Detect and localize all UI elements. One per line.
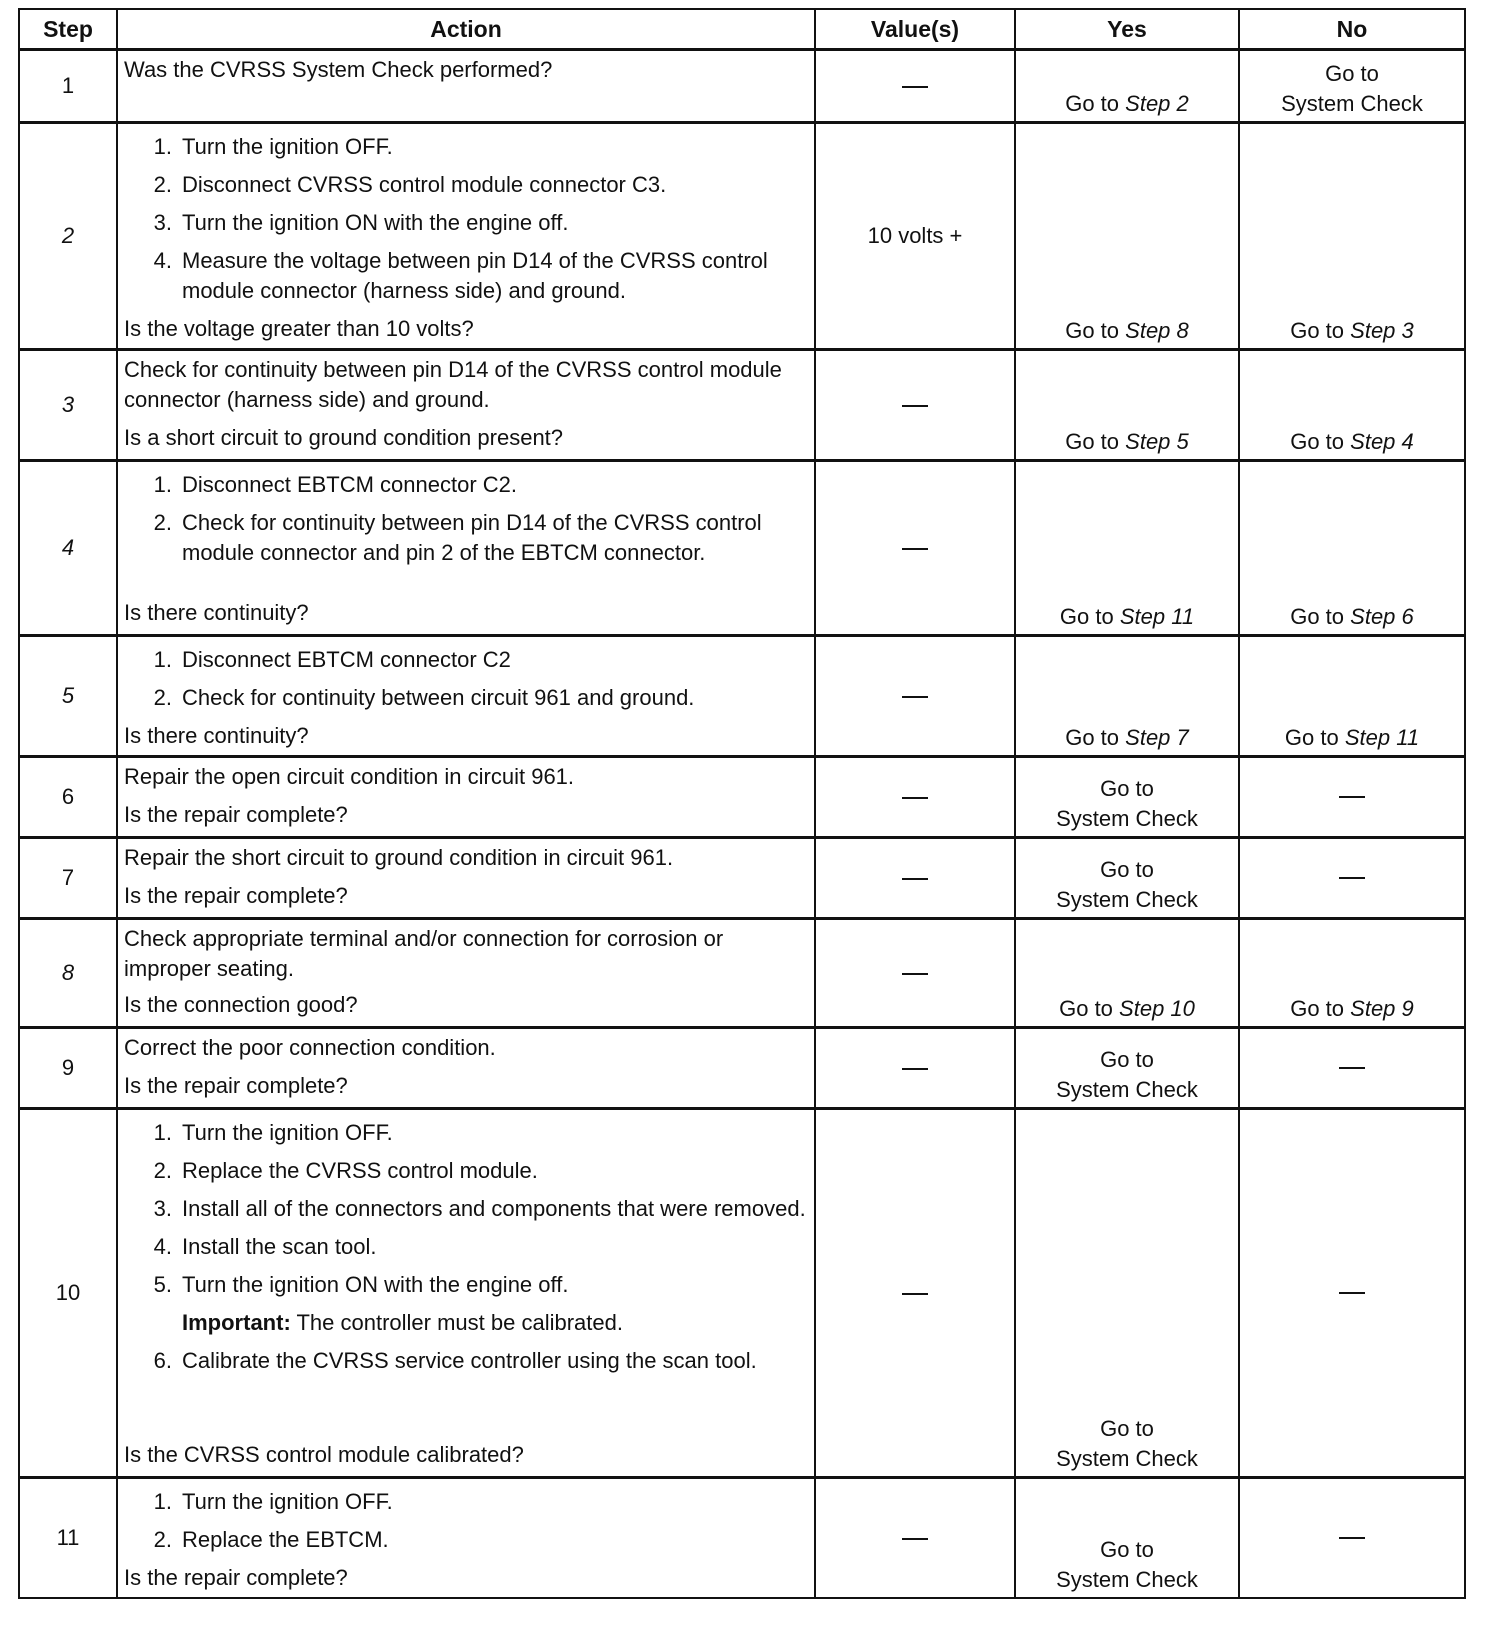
system-check-link[interactable]: System Check — [1056, 806, 1198, 831]
step-link[interactable]: Step 9 — [1350, 996, 1414, 1021]
action-content — [124, 1114, 808, 1470]
value-cell — [815, 1478, 1015, 1599]
question-text: Is a short circuit to ground condition present? — [124, 425, 564, 450]
action-cell — [117, 123, 815, 350]
go-to-label: Go to — [1325, 61, 1379, 86]
action-content — [124, 466, 808, 628]
procedure-item — [124, 683, 808, 713]
action-content — [124, 355, 808, 453]
step-link[interactable]: Step 2 — [1125, 91, 1189, 116]
header-step: Step — [19, 9, 117, 50]
go-to-label: Go to — [1100, 1047, 1154, 1072]
no-cell — [1239, 919, 1465, 1028]
step-number: 3 — [19, 350, 117, 461]
procedure-text: Check for continuity between circuit 961 and ground. — [182, 685, 695, 710]
question-text: Is the CVRSS control module calibrated? — [124, 1442, 524, 1467]
question-text: Is the repair complete? — [124, 883, 348, 908]
procedure-text: Replace the EBTCM. — [182, 1527, 389, 1552]
action-body — [124, 641, 808, 721]
action-cell — [117, 757, 815, 838]
action-cell — [117, 636, 815, 757]
table-row — [19, 757, 1465, 838]
question-text: Is the repair complete? — [124, 1565, 348, 1590]
go-to-label: Go to — [1065, 725, 1120, 750]
step-number: 5 — [19, 636, 117, 757]
action-text: Correct the poor connection condition. — [124, 1035, 496, 1060]
step-number: 9 — [19, 1028, 117, 1109]
procedure-item — [124, 1270, 808, 1300]
value-cell — [815, 838, 1015, 919]
value-cell — [815, 350, 1015, 461]
header-yes: Yes — [1015, 9, 1239, 50]
action-body — [124, 762, 808, 792]
action-body — [124, 1483, 808, 1563]
dash-mark — [1339, 796, 1365, 798]
go-to-label: Go to — [1100, 1537, 1154, 1562]
action-body — [124, 843, 808, 873]
dash-mark — [902, 86, 928, 88]
procedure-text: Turn the ignition OFF. — [182, 134, 393, 159]
procedure-number: 1. — [153, 472, 172, 497]
step-link[interactable]: Step 10 — [1119, 996, 1195, 1021]
action-body — [124, 1033, 808, 1063]
action-cell — [117, 838, 815, 919]
procedure-item — [124, 1118, 808, 1148]
yes-cell — [1015, 1478, 1239, 1599]
value-cell — [815, 757, 1015, 838]
go-to-label: Go to — [1290, 318, 1345, 343]
system-check-link[interactable]: System Check — [1056, 887, 1198, 912]
question-text: Is the repair complete? — [124, 1073, 348, 1098]
yes-cell — [1015, 350, 1239, 461]
procedure-number: 1. — [153, 1120, 172, 1145]
dash-mark — [902, 973, 928, 975]
procedure-text: Replace the CVRSS control module. — [182, 1158, 538, 1183]
procedure-number: 3. — [153, 210, 172, 235]
yes-cell — [1015, 838, 1239, 919]
procedure-item — [124, 470, 808, 500]
important-note — [124, 1308, 808, 1338]
action-body — [124, 924, 808, 984]
dash-mark — [1339, 1067, 1365, 1069]
dash-mark — [902, 1538, 928, 1540]
dash-mark — [1339, 877, 1365, 879]
question-text: Is the repair complete? — [124, 802, 348, 827]
step-number: 4 — [19, 461, 117, 636]
action-cell — [117, 919, 815, 1028]
dash-mark — [902, 797, 928, 799]
value-cell — [815, 1028, 1015, 1109]
step-link[interactable]: Step 3 — [1350, 318, 1414, 343]
step-number: 11 — [19, 1478, 117, 1599]
procedure-item — [124, 132, 808, 162]
action-text: Repair the short circuit to ground condition in circuit 961. — [124, 845, 674, 870]
go-to-label: Go to — [1290, 996, 1345, 1021]
value-cell — [815, 636, 1015, 757]
procedure-text: Turn the ignition ON with the engine off. — [182, 210, 569, 235]
yes-cell — [1015, 636, 1239, 757]
no-cell — [1239, 50, 1465, 123]
procedure-list — [124, 1346, 808, 1376]
action-content — [124, 641, 808, 751]
go-to-label: Go to — [1065, 91, 1120, 116]
question-text: Is the voltage greater than 10 volts? — [124, 316, 474, 341]
procedure-number: 1. — [153, 1489, 172, 1514]
procedure-text: Check for continuity between pin D14 of the CVRSS control module connector and pin 2 of the EBTCM connector. — [182, 510, 762, 565]
procedure-number: 2. — [153, 510, 172, 535]
yes-cell — [1015, 757, 1239, 838]
table-body — [19, 50, 1465, 1599]
step-number: 7 — [19, 838, 117, 919]
go-to-label: Go to — [1290, 604, 1345, 629]
procedure-list — [124, 645, 808, 713]
table-row — [19, 919, 1465, 1028]
procedure-list — [124, 470, 808, 568]
procedure-item — [124, 645, 808, 675]
procedure-text: Disconnect EBTCM connector C2. — [182, 472, 518, 497]
table-row — [19, 461, 1465, 636]
procedure-item — [124, 246, 808, 306]
dash-mark — [902, 548, 928, 550]
question-text: Is the connection good? — [124, 992, 358, 1017]
step-number: 6 — [19, 757, 117, 838]
action-body — [124, 1114, 808, 1384]
value-cell — [815, 1109, 1015, 1478]
go-to-label: Go to — [1100, 776, 1154, 801]
dash-mark — [1339, 1537, 1365, 1539]
action-cell — [117, 1109, 815, 1478]
action-content — [124, 128, 808, 344]
no-cell — [1239, 636, 1465, 757]
procedure-list — [124, 132, 808, 306]
action-cell — [117, 461, 815, 636]
step-link[interactable]: Step 6 — [1350, 604, 1414, 629]
question-text: Is there continuity? — [124, 723, 309, 748]
go-to-label: Go to — [1059, 996, 1113, 1021]
yes-cell — [1015, 1109, 1239, 1478]
go-to-label: Go to — [1059, 604, 1114, 629]
procedure-text: Disconnect CVRSS control module connector C3. — [182, 172, 667, 197]
value-text: 10 volts + — [867, 223, 963, 248]
step-link[interactable]: Step 4 — [1350, 429, 1414, 454]
important-text: The controller must be calibrated. — [290, 1310, 623, 1335]
action-text: Was the CVRSS System Check performed? — [124, 57, 553, 82]
action-body — [124, 355, 808, 415]
table-row — [19, 1028, 1465, 1109]
action-cell — [117, 1478, 815, 1599]
action-content — [124, 843, 808, 911]
step-number: 10 — [19, 1109, 117, 1478]
no-cell — [1239, 350, 1465, 461]
table-row — [19, 838, 1465, 919]
system-check-link[interactable]: System Check — [1056, 1446, 1198, 1471]
header-no: No — [1239, 9, 1465, 50]
no-cell — [1239, 1028, 1465, 1109]
procedure-text: Calibrate the CVRSS service controller using the scan tool. — [182, 1348, 757, 1373]
action-cell — [117, 50, 815, 123]
action-body — [124, 466, 808, 576]
dash-mark — [902, 696, 928, 698]
procedure-item — [124, 1487, 808, 1517]
table-row — [19, 636, 1465, 757]
dash-mark — [902, 1068, 928, 1070]
procedure-item — [124, 1346, 808, 1376]
value-cell — [815, 50, 1015, 123]
procedure-number: 1. — [153, 134, 172, 159]
procedure-text: Disconnect EBTCM connector C2 — [182, 647, 511, 672]
go-to-label: Go to — [1065, 318, 1120, 343]
action-content — [124, 1033, 808, 1101]
procedure-item — [124, 508, 808, 568]
action-text: Repair the open circuit condition in circuit 961. — [124, 764, 575, 789]
action-text: Check for continuity between pin D14 of the CVRSS control module connector (harness side) and ground. — [124, 357, 782, 412]
no-cell — [1239, 1478, 1465, 1599]
action-content — [124, 762, 808, 830]
no-cell — [1239, 757, 1465, 838]
procedure-number: 4. — [153, 1234, 172, 1259]
step-link[interactable]: Step 11 — [1344, 725, 1420, 750]
procedure-item — [124, 1232, 808, 1262]
header-row — [19, 9, 1465, 50]
step-number: 1 — [19, 50, 117, 123]
important-label: Important: — [182, 1310, 291, 1335]
question-text: Is there continuity? — [124, 600, 309, 625]
procedure-number: 4. — [153, 248, 172, 273]
procedure-number: 5. — [153, 1272, 172, 1297]
value-cell — [815, 123, 1015, 350]
action-cell — [117, 350, 815, 461]
action-content — [124, 1483, 808, 1593]
action-body — [124, 55, 808, 85]
step-link[interactable]: Step 11 — [1119, 604, 1195, 629]
dash-mark — [902, 405, 928, 407]
dash-mark — [1339, 1292, 1365, 1294]
procedure-number: 3. — [153, 1196, 172, 1221]
yes-cell — [1015, 919, 1239, 1028]
value-cell — [815, 919, 1015, 1028]
procedure-number: 2. — [153, 685, 172, 710]
procedure-item — [124, 1525, 808, 1555]
procedure-text: Turn the ignition OFF. — [182, 1489, 393, 1514]
action-cell — [117, 1028, 815, 1109]
header-action: Action — [117, 9, 815, 50]
procedure-number: 2. — [153, 1527, 172, 1552]
action-text: Check appropriate terminal and/or connection for corrosion or improper seating. — [124, 926, 724, 981]
procedure-text: Turn the ignition OFF. — [182, 1120, 393, 1145]
table-row — [19, 1478, 1465, 1599]
no-cell — [1239, 838, 1465, 919]
procedure-number: 2. — [153, 172, 172, 197]
procedure-text: Install all of the connectors and components that were removed. — [182, 1196, 806, 1221]
table-row — [19, 350, 1465, 461]
go-to-label: Go to — [1100, 1416, 1154, 1441]
step-link[interactable]: Step 7 — [1125, 725, 1189, 750]
step-link[interactable]: Step 5 — [1125, 429, 1189, 454]
procedure-list — [124, 1118, 808, 1300]
go-to-label: Go to — [1065, 429, 1120, 454]
dash-mark — [902, 878, 928, 880]
procedure-item — [124, 1194, 808, 1224]
table-row — [19, 123, 1465, 350]
procedure-item — [124, 208, 808, 238]
procedure-text: Install the scan tool. — [182, 1234, 377, 1259]
procedure-number: 1. — [153, 647, 172, 672]
procedure-text: Measure the voltage between pin D14 of the CVRSS control module connector (harness side) and ground. — [182, 248, 768, 303]
procedure-number: 2. — [153, 1158, 172, 1183]
action-body — [124, 128, 808, 314]
system-check-link[interactable]: System Check — [1056, 1077, 1198, 1102]
table-row — [19, 1109, 1465, 1478]
step-link[interactable]: Step 8 — [1125, 318, 1189, 343]
yes-cell — [1015, 1028, 1239, 1109]
procedure-text: Turn the ignition ON with the engine off. — [182, 1272, 569, 1297]
go-to-label: Go to — [1284, 725, 1339, 750]
system-check-link[interactable]: System Check — [1281, 91, 1423, 116]
no-cell — [1239, 461, 1465, 636]
procedure-list — [124, 1487, 808, 1555]
yes-cell — [1015, 461, 1239, 636]
diagnostic-table — [18, 8, 1466, 1599]
action-content — [124, 924, 808, 1020]
step-number: 2 — [19, 123, 117, 350]
value-cell — [815, 461, 1015, 636]
no-cell — [1239, 123, 1465, 350]
no-cell — [1239, 1109, 1465, 1478]
table-row — [19, 50, 1465, 123]
yes-cell — [1015, 50, 1239, 123]
step-number: 8 — [19, 919, 117, 1028]
dash-mark — [902, 1293, 928, 1295]
procedure-item — [124, 1156, 808, 1186]
go-to-label: Go to — [1100, 857, 1154, 882]
header-values: Value(s) — [815, 9, 1015, 50]
procedure-item — [124, 170, 808, 200]
go-to-label: Go to — [1290, 429, 1345, 454]
procedure-number: 6. — [153, 1348, 172, 1373]
yes-cell — [1015, 123, 1239, 350]
action-content — [124, 55, 808, 115]
system-check-link[interactable]: System Check — [1056, 1567, 1198, 1592]
